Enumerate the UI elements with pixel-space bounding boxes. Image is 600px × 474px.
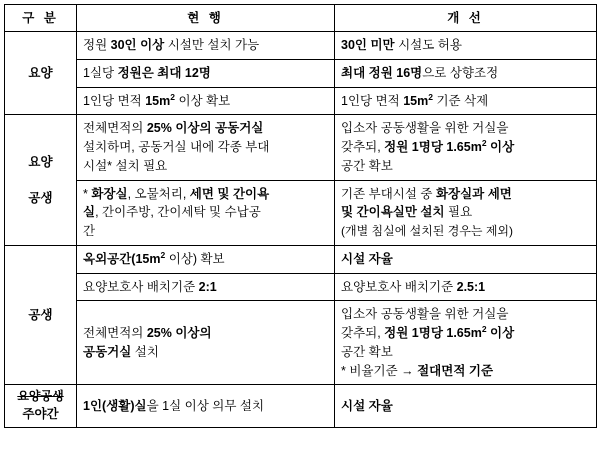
header-cell-improved: 개 선 <box>335 5 597 32</box>
current-cell <box>77 273 335 301</box>
improved-cell <box>335 301 597 385</box>
table-row <box>5 385 597 428</box>
body-text: 이상) 확보 <box>165 251 225 266</box>
table-row <box>5 59 597 87</box>
category-cell <box>5 32 77 115</box>
cell-line <box>83 185 328 204</box>
current-cell <box>77 32 335 60</box>
body-text: 입소자 공동생활을 위한 거실을 <box>341 121 509 136</box>
cell-line <box>341 185 590 204</box>
emphasis-text: 이상 <box>486 140 515 155</box>
emphasis-text: $15m^2$ <box>403 91 433 108</box>
body-text: 설치하며, 공동거실 내에 각종 부대 <box>83 140 270 155</box>
emphasis-text: 최대 정원 16명 <box>341 65 423 80</box>
table-row <box>5 245 597 273</box>
body-text: 전체면적의 <box>83 326 147 341</box>
superscript-two: 2 <box>428 91 433 102</box>
category-label: 공생 <box>28 191 53 206</box>
cell-line <box>83 278 328 297</box>
body-text: 공간 확보 <box>341 158 393 173</box>
current-cell <box>77 59 335 87</box>
body-text: 시설만 설치 가능 <box>164 38 260 53</box>
body-text: 시설* 설치 필요 <box>83 158 168 173</box>
category-cell <box>5 385 77 428</box>
table-row <box>5 180 597 245</box>
improved-cell <box>335 87 597 115</box>
body-text: 정원 <box>83 38 111 53</box>
current-cell <box>77 301 335 385</box>
cell-line <box>83 92 328 111</box>
category-label: 요양 <box>28 154 53 169</box>
body-text: 전체면적의 <box>83 121 147 136</box>
superscript-two: 2 <box>160 249 166 260</box>
emphasis-text: 세면 및 간이욕 <box>189 186 270 201</box>
emphasis-text: 2:1 <box>198 279 217 294</box>
emphasis-text: 옥외공간($15m^2$ <box>83 249 166 266</box>
current-cell <box>77 180 335 245</box>
cell-line <box>83 397 328 416</box>
cell-line <box>83 222 328 241</box>
superscript-two: 2 <box>170 91 175 102</box>
cell-line <box>83 343 328 362</box>
emphasis-text: 이상 <box>486 326 515 341</box>
cell-line <box>83 36 328 55</box>
body-text: 설치 <box>131 344 159 359</box>
body-text: 갖추되, <box>341 326 385 341</box>
body-text: 을 1실 이상 의무 설치 <box>146 398 265 413</box>
comparison-table <box>4 4 597 428</box>
cell-line <box>83 64 328 83</box>
body-text: * <box>83 186 92 201</box>
improved-cell <box>335 32 597 60</box>
table-row <box>5 273 597 301</box>
body-text: 필요 <box>444 205 473 220</box>
category-label <box>11 171 70 189</box>
body-text: * 비율기준 → <box>341 363 418 378</box>
current-cell <box>77 115 335 180</box>
improved-cell <box>335 385 597 428</box>
improved-cell <box>335 59 597 87</box>
cell-line <box>341 305 590 324</box>
emphasis-text: 25% 이상의 <box>146 326 212 341</box>
cell-line <box>341 397 590 416</box>
emphasis-text: 실 <box>83 205 96 220</box>
emphasis-text: 2.5:1 <box>456 279 486 294</box>
superscript-two: 2 <box>481 137 487 148</box>
body-text: 간 <box>83 224 96 239</box>
cell-line <box>83 250 328 269</box>
header-cell-category: 구 분 <box>5 5 77 32</box>
emphasis-text: 화장실 <box>91 186 128 201</box>
emphasis-text: 30인 이상 <box>110 38 165 53</box>
header-cell-current: 현 행 <box>77 5 335 32</box>
current-cell <box>77 245 335 273</box>
table-row <box>5 301 597 385</box>
cell-line <box>341 92 590 111</box>
cell-line <box>341 362 590 381</box>
emphasis-text: 30인 미만 <box>341 38 395 53</box>
emphasis-text: 시설 자율 <box>341 398 393 413</box>
superscript-two: 2 <box>481 323 487 334</box>
cell-line <box>341 64 590 83</box>
body-text: 요양보호사 배치기준 <box>341 279 457 294</box>
cell-line <box>341 157 590 176</box>
cell-line <box>341 278 590 297</box>
body-text: 갖추되, <box>341 140 385 155</box>
body-text: 1인당 면적 <box>83 93 146 108</box>
body-text: 입소자 공동생활을 위한 거실을 <box>341 307 509 322</box>
emphasis-text: 1인(생활)실 <box>83 398 147 413</box>
current-cell <box>77 385 335 428</box>
cell-line <box>341 203 590 222</box>
category-label: 요양공생 <box>17 389 64 404</box>
emphasis-text: 정원 1명당 $1.65m^2$ <box>384 137 487 155</box>
cell-line <box>341 343 590 362</box>
cell-line <box>341 138 590 157</box>
cell-line <box>341 324 590 343</box>
emphasis-text: 25% 이상의 공동거실 <box>146 121 264 136</box>
emphasis-text: 시설 자율 <box>341 251 393 266</box>
improved-cell <box>335 273 597 301</box>
body-text: , 오물처리, <box>127 186 190 201</box>
body-text: 요양보호사 배치기준 <box>83 279 199 294</box>
body-text: , 간이주방, 간이세탁 및 수납공 <box>95 205 261 220</box>
category-label: 주야간 <box>22 406 59 421</box>
emphasis-text: 화장실과 세면 <box>435 186 512 201</box>
cell-line <box>83 203 328 222</box>
body-text: 1인당 면적 <box>341 93 404 108</box>
cell-line <box>341 36 590 55</box>
improved-cell <box>335 180 597 245</box>
cell-line <box>341 119 590 138</box>
cell-line <box>341 222 590 241</box>
emphasis-text: 공동거실 <box>83 344 132 359</box>
cell-line <box>83 138 328 157</box>
cell-line <box>341 250 590 269</box>
body-text: 시설도 허용 <box>394 38 462 53</box>
emphasis-text: 절대면적 기준 <box>417 363 494 378</box>
body-text: (개별 침실에 설치된 경우는 제외) <box>341 224 514 239</box>
body-text: 으로 상향조정 <box>422 65 499 80</box>
emphasis-text: 정원은 최대 12명 <box>117 65 211 80</box>
body-text: 1실당 <box>83 65 118 80</box>
table-header-row <box>5 5 597 32</box>
emphasis-text: $15m^2$ <box>145 91 175 108</box>
category-label: 공생 <box>28 308 53 323</box>
improved-cell <box>335 115 597 180</box>
cell-line <box>83 324 328 343</box>
emphasis-text: 정원 1명당 $1.65m^2$ <box>384 323 487 341</box>
cell-line <box>83 119 328 138</box>
current-cell <box>77 87 335 115</box>
body-text: 공간 확보 <box>341 344 393 359</box>
category-cell <box>5 245 77 385</box>
emphasis-text: 및 간이욕실만 설치 <box>341 205 445 220</box>
category-cell <box>5 115 77 246</box>
body-text: 이상 확보 <box>174 93 231 108</box>
table-row <box>5 32 597 60</box>
table-body <box>5 5 597 428</box>
body-text: 기준 삭제 <box>432 93 489 108</box>
category-label: 요양 <box>28 66 53 81</box>
improved-cell <box>335 245 597 273</box>
body-text: 기존 부대시설 중 <box>341 186 436 201</box>
table-row <box>5 115 597 180</box>
cell-line <box>83 157 328 176</box>
table-row <box>5 87 597 115</box>
